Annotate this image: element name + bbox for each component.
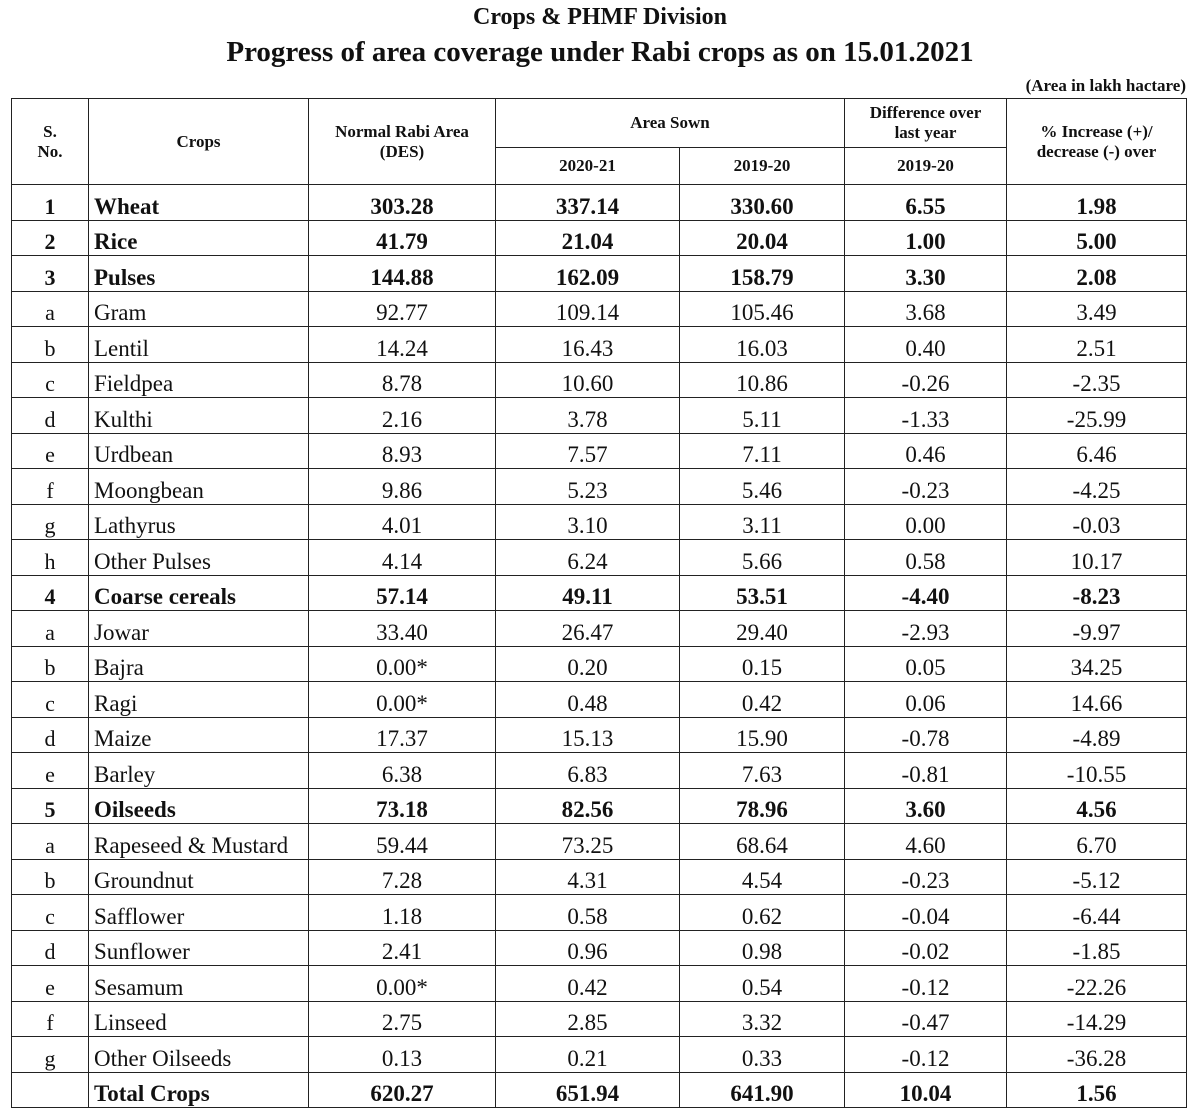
col-header-diff-year-2019-20: 2019-20 (845, 148, 1007, 185)
area-2019-20-cell: 29.40 (680, 611, 845, 647)
col-header-percent-change-label: % Increase (+)/ decrease (-) over (1036, 121, 1157, 161)
difference-cell: -0.81 (845, 753, 1007, 789)
difference-cell: 3.60 (845, 788, 1007, 824)
area-2020-21-cell: 6.24 (496, 540, 680, 576)
area-2019-20-cell: 78.96 (680, 788, 845, 824)
table-row (12, 291, 1187, 327)
area-2020-21-cell: 6.83 (496, 753, 680, 789)
percent-change-cell: -8.23 (1007, 575, 1187, 611)
normal-area-cell: 73.18 (309, 788, 496, 824)
area-2019-20-cell: 105.46 (680, 291, 845, 327)
table-body (12, 185, 1187, 1108)
percent-change-cell: -4.25 (1007, 469, 1187, 505)
percent-change-cell: 6.46 (1007, 433, 1187, 469)
crop-name-cell: Rapeseed & Mustard (89, 824, 309, 860)
col-header-area-sown: Area Sown (496, 99, 845, 148)
table-row (12, 930, 1187, 966)
area-2020-21-cell: 49.11 (496, 575, 680, 611)
percent-change-cell: 6.70 (1007, 824, 1187, 860)
area-2020-21-cell: 0.20 (496, 646, 680, 682)
area-2020-21-cell: 5.23 (496, 469, 680, 505)
percent-change-cell: -10.55 (1007, 753, 1187, 789)
percent-change-cell: 2.51 (1007, 327, 1187, 363)
area-2019-20-cell: 68.64 (680, 824, 845, 860)
table-row (12, 682, 1187, 718)
normal-area-cell: 303.28 (309, 185, 496, 221)
area-2019-20-cell: 641.90 (680, 1072, 845, 1108)
percent-change-cell: -22.26 (1007, 966, 1187, 1002)
crop-name-cell: Lathyrus (89, 504, 309, 540)
normal-area-cell: 4.01 (309, 504, 496, 540)
normal-area-cell: 0.00* (309, 646, 496, 682)
difference-cell: 1.00 (845, 220, 1007, 256)
crop-name-cell: Other Pulses (89, 540, 309, 576)
area-2020-21-cell: 7.57 (496, 433, 680, 469)
area-2019-20-cell: 5.46 (680, 469, 845, 505)
table-row (12, 433, 1187, 469)
difference-cell: 0.00 (845, 504, 1007, 540)
area-2020-21-cell: 109.14 (496, 291, 680, 327)
normal-area-cell: 620.27 (309, 1072, 496, 1108)
normal-area-cell: 9.86 (309, 469, 496, 505)
sno-cell: 5 (12, 788, 89, 824)
sno-cell: f (12, 469, 89, 505)
normal-area-cell: 14.24 (309, 327, 496, 363)
difference-cell: 0.58 (845, 540, 1007, 576)
percent-change-cell: 2.08 (1007, 256, 1187, 292)
table-row (12, 469, 1187, 505)
area-2019-20-cell: 158.79 (680, 256, 845, 292)
col-header-sno-label: S. No. (37, 121, 63, 161)
normal-area-cell: 7.28 (309, 859, 496, 895)
normal-area-cell: 92.77 (309, 291, 496, 327)
table-row (12, 327, 1187, 363)
crop-name-cell: Linseed (89, 1001, 309, 1037)
crop-name-cell: Safflower (89, 895, 309, 931)
sno-cell: a (12, 824, 89, 860)
crop-name-cell: Sunflower (89, 930, 309, 966)
difference-cell: 0.06 (845, 682, 1007, 718)
crop-name-cell: Other Oilseeds (89, 1037, 309, 1073)
sno-cell: c (12, 895, 89, 931)
percent-change-cell: -1.85 (1007, 930, 1187, 966)
difference-cell: -1.33 (845, 398, 1007, 434)
sno-cell: e (12, 966, 89, 1002)
difference-cell: -0.78 (845, 717, 1007, 753)
sno-cell (12, 1072, 89, 1108)
percent-change-cell: 34.25 (1007, 646, 1187, 682)
crop-name-cell: Total Crops (89, 1072, 309, 1108)
normal-area-cell: 0.13 (309, 1037, 496, 1073)
sno-cell: 2 (12, 220, 89, 256)
area-2019-20-cell: 53.51 (680, 575, 845, 611)
sno-cell: b (12, 327, 89, 363)
area-2019-20-cell: 7.63 (680, 753, 845, 789)
area-2019-20-cell: 3.32 (680, 1001, 845, 1037)
area-2020-21-cell: 162.09 (496, 256, 680, 292)
unit-note: (Area in lakh hactare) (1025, 76, 1186, 95)
normal-area-cell: 17.37 (309, 717, 496, 753)
area-2020-21-cell: 0.21 (496, 1037, 680, 1073)
sno-cell: h (12, 540, 89, 576)
area-2019-20-cell: 0.54 (680, 966, 845, 1002)
sno-cell: b (12, 646, 89, 682)
difference-cell: -0.04 (845, 895, 1007, 931)
difference-cell: -0.26 (845, 362, 1007, 398)
crop-name-cell: Maize (89, 717, 309, 753)
sno-cell: a (12, 291, 89, 327)
difference-cell: -0.12 (845, 1037, 1007, 1073)
crop-name-cell: Bajra (89, 646, 309, 682)
area-2020-21-cell: 3.10 (496, 504, 680, 540)
crop-name-cell: Oilseeds (89, 788, 309, 824)
crop-name-cell: Lentil (89, 327, 309, 363)
difference-cell: -0.47 (845, 1001, 1007, 1037)
col-header-crops: Crops (89, 99, 309, 185)
percent-change-cell: 4.56 (1007, 788, 1187, 824)
normal-area-cell: 2.75 (309, 1001, 496, 1037)
area-2019-20-cell: 5.66 (680, 540, 845, 576)
area-2020-21-cell: 0.58 (496, 895, 680, 931)
area-2020-21-cell: 337.14 (496, 185, 680, 221)
sno-cell: e (12, 433, 89, 469)
area-2020-21-cell: 0.42 (496, 966, 680, 1002)
col-header-normal-area-label: Normal Rabi Area (DES) (335, 121, 469, 161)
page-title: Progress of area coverage under Rabi crops as on 15.01.2021 (226, 36, 974, 68)
percent-change-cell: -36.28 (1007, 1037, 1187, 1073)
area-2019-20-cell: 5.11 (680, 398, 845, 434)
area-2019-20-cell: 20.04 (680, 220, 845, 256)
division-title: Crops & PHMF Division (472, 4, 727, 30)
percent-change-cell: -5.12 (1007, 859, 1187, 895)
normal-area-cell: 33.40 (309, 611, 496, 647)
sno-cell: f (12, 1001, 89, 1037)
percent-change-cell: 1.56 (1007, 1072, 1187, 1108)
percent-change-cell: 10.17 (1007, 540, 1187, 576)
sno-cell: 1 (12, 185, 89, 221)
area-2019-20-cell: 16.03 (680, 327, 845, 363)
percent-change-cell: 1.98 (1007, 185, 1187, 221)
percent-change-cell: -6.44 (1007, 895, 1187, 931)
difference-cell: 3.68 (845, 291, 1007, 327)
crop-name-cell: Urdbean (89, 433, 309, 469)
difference-cell: 4.60 (845, 824, 1007, 860)
difference-cell: 10.04 (845, 1072, 1007, 1108)
area-2019-20-cell: 10.86 (680, 362, 845, 398)
crop-name-cell: Coarse cereals (89, 575, 309, 611)
percent-change-cell: 5.00 (1007, 220, 1187, 256)
col-header-difference (845, 99, 1007, 148)
difference-cell: -2.93 (845, 611, 1007, 647)
table-row (12, 895, 1187, 931)
table-row (12, 504, 1187, 540)
area-2020-21-cell: 15.13 (496, 717, 680, 753)
sno-cell: c (12, 682, 89, 718)
percent-change-cell: -25.99 (1007, 398, 1187, 434)
percent-change-cell: -4.89 (1007, 717, 1187, 753)
crop-name-cell: Barley (89, 753, 309, 789)
area-2020-21-cell: 0.96 (496, 930, 680, 966)
normal-area-cell: 8.93 (309, 433, 496, 469)
sno-cell: g (12, 504, 89, 540)
sno-cell: d (12, 398, 89, 434)
area-2019-20-cell: 0.33 (680, 1037, 845, 1073)
area-2019-20-cell: 15.90 (680, 717, 845, 753)
table-row (12, 256, 1187, 292)
table-row (12, 1072, 1187, 1108)
sno-cell: b (12, 859, 89, 895)
normal-area-cell: 4.14 (309, 540, 496, 576)
sno-cell: e (12, 753, 89, 789)
table-row (12, 788, 1187, 824)
area-2020-21-cell: 21.04 (496, 220, 680, 256)
normal-area-cell: 8.78 (309, 362, 496, 398)
table-row (12, 1001, 1187, 1037)
table-row (12, 824, 1187, 860)
normal-area-cell: 0.00* (309, 966, 496, 1002)
area-2019-20-cell: 0.62 (680, 895, 845, 931)
difference-cell: 0.05 (845, 646, 1007, 682)
area-2020-21-cell: 82.56 (496, 788, 680, 824)
crop-name-cell: Jowar (89, 611, 309, 647)
crop-name-cell: Kulthi (89, 398, 309, 434)
area-2020-21-cell: 26.47 (496, 611, 680, 647)
area-2020-21-cell: 4.31 (496, 859, 680, 895)
area-2019-20-cell: 3.11 (680, 504, 845, 540)
area-2020-21-cell: 16.43 (496, 327, 680, 363)
percent-change-cell: -14.29 (1007, 1001, 1187, 1037)
crop-name-cell: Moongbean (89, 469, 309, 505)
percent-change-cell: 14.66 (1007, 682, 1187, 718)
sno-cell: g (12, 1037, 89, 1073)
area-2019-20-cell: 4.54 (680, 859, 845, 895)
area-2020-21-cell: 10.60 (496, 362, 680, 398)
sno-cell: d (12, 717, 89, 753)
crop-name-cell: Fieldpea (89, 362, 309, 398)
difference-cell: 6.55 (845, 185, 1007, 221)
col-header-year-2019-20: 2019-20 (680, 148, 845, 185)
area-2020-21-cell: 2.85 (496, 1001, 680, 1037)
table-row (12, 220, 1187, 256)
crop-name-cell: Rice (89, 220, 309, 256)
col-header-normal-area (309, 99, 496, 185)
area-2020-21-cell: 0.48 (496, 682, 680, 718)
sno-cell: a (12, 611, 89, 647)
normal-area-cell: 2.41 (309, 930, 496, 966)
table-row (12, 540, 1187, 576)
table-row (12, 575, 1187, 611)
table-row (12, 646, 1187, 682)
table-row (12, 362, 1187, 398)
crop-name-cell: Ragi (89, 682, 309, 718)
table-row (12, 966, 1187, 1002)
percent-change-cell: -9.97 (1007, 611, 1187, 647)
area-2020-21-cell: 651.94 (496, 1072, 680, 1108)
sno-cell: d (12, 930, 89, 966)
normal-area-cell: 41.79 (309, 220, 496, 256)
sno-cell: 3 (12, 256, 89, 292)
rabi-crops-table (11, 98, 1187, 1108)
crop-name-cell: Pulses (89, 256, 309, 292)
difference-cell: 0.46 (845, 433, 1007, 469)
normal-area-cell: 0.00* (309, 682, 496, 718)
difference-cell: -0.12 (845, 966, 1007, 1002)
percent-change-cell: 3.49 (1007, 291, 1187, 327)
normal-area-cell: 59.44 (309, 824, 496, 860)
table-row (12, 398, 1187, 434)
crop-name-cell: Sesamum (89, 966, 309, 1002)
normal-area-cell: 144.88 (309, 256, 496, 292)
area-2020-21-cell: 73.25 (496, 824, 680, 860)
area-2019-20-cell: 0.98 (680, 930, 845, 966)
crop-name-cell: Gram (89, 291, 309, 327)
crop-name-cell: Groundnut (89, 859, 309, 895)
difference-cell: -0.02 (845, 930, 1007, 966)
normal-area-cell: 1.18 (309, 895, 496, 931)
col-header-year-2020-21: 2020-21 (496, 148, 680, 185)
sno-cell: c (12, 362, 89, 398)
crop-name-cell: Wheat (89, 185, 309, 221)
table-row (12, 611, 1187, 647)
difference-cell: 0.40 (845, 327, 1007, 363)
area-2019-20-cell: 0.15 (680, 646, 845, 682)
normal-area-cell: 6.38 (309, 753, 496, 789)
table-row (12, 859, 1187, 895)
col-header-difference-label: Difference over last year (869, 103, 982, 142)
col-header-sno (12, 99, 89, 185)
area-2019-20-cell: 7.11 (680, 433, 845, 469)
area-2019-20-cell: 330.60 (680, 185, 845, 221)
table-row (12, 717, 1187, 753)
percent-change-cell: -2.35 (1007, 362, 1187, 398)
table-row (12, 185, 1187, 221)
area-2019-20-cell: 0.42 (680, 682, 845, 718)
sno-cell: 4 (12, 575, 89, 611)
table-row (12, 1037, 1187, 1073)
normal-area-cell: 57.14 (309, 575, 496, 611)
percent-change-cell: -0.03 (1007, 504, 1187, 540)
table-row (12, 753, 1187, 789)
difference-cell: -4.40 (845, 575, 1007, 611)
area-2020-21-cell: 3.78 (496, 398, 680, 434)
difference-cell: -0.23 (845, 859, 1007, 895)
difference-cell: 3.30 (845, 256, 1007, 292)
normal-area-cell: 2.16 (309, 398, 496, 434)
col-header-percent-change (1007, 99, 1187, 185)
difference-cell: -0.23 (845, 469, 1007, 505)
